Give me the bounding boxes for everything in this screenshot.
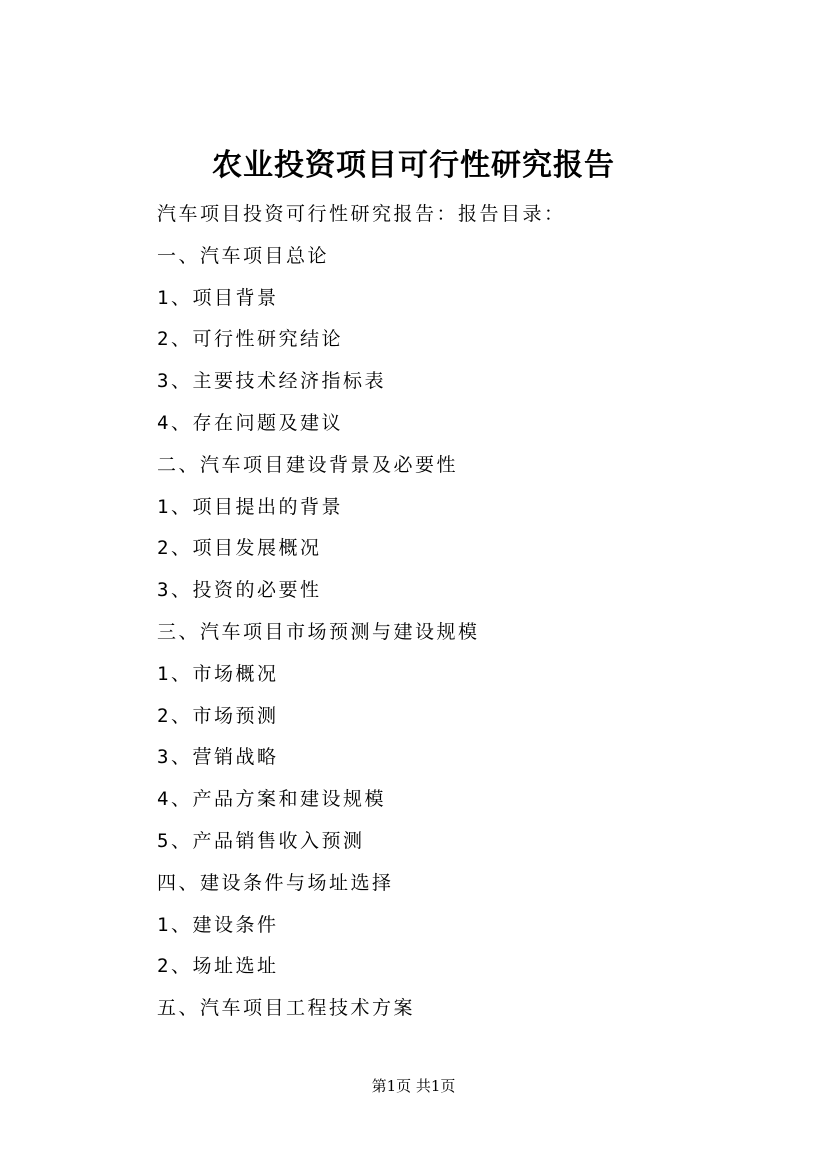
document-title: 农业投资项目可行性研究报告 <box>212 148 615 183</box>
toc-line: 2、市场预测 <box>157 704 279 727</box>
toc-line: 1、建设条件 <box>157 913 279 936</box>
toc-line: 五、汽车项目工程技术方案 <box>157 997 416 1020</box>
toc-line: 2、项目发展概况 <box>157 537 322 560</box>
toc-line: 1、市场概况 <box>157 662 279 685</box>
table-of-contents <box>157 197 566 1033</box>
toc-line: 5、产品销售收入预测 <box>157 829 365 852</box>
toc-line: 4、产品方案和建设规模 <box>157 788 386 811</box>
page-footer: 第1页 共1页 <box>371 1077 456 1095</box>
toc-line: 3、主要技术经济指标表 <box>157 370 386 393</box>
toc-line: 一、汽车项目总论 <box>157 244 330 267</box>
toc-line: 三、汽车项目市场预测与建设规模 <box>157 620 480 643</box>
toc-line: 1、项目背景 <box>157 286 279 309</box>
toc-line: 二、汽车项目建设背景及必要性 <box>157 453 459 476</box>
toc-line: 3、投资的必要性 <box>157 579 322 602</box>
toc-line: 汽车项目投资可行性研究报告：报告目录： <box>157 203 566 225</box>
toc-line: 2、场址选址 <box>157 955 279 978</box>
toc-line: 四、建设条件与场址选择 <box>157 871 394 894</box>
toc-line: 4、存在问题及建议 <box>157 411 343 434</box>
toc-line: 2、可行性研究结论 <box>157 328 343 351</box>
toc-line: 1、项目提出的背景 <box>157 495 343 518</box>
toc-line: 3、营销战略 <box>157 746 279 769</box>
